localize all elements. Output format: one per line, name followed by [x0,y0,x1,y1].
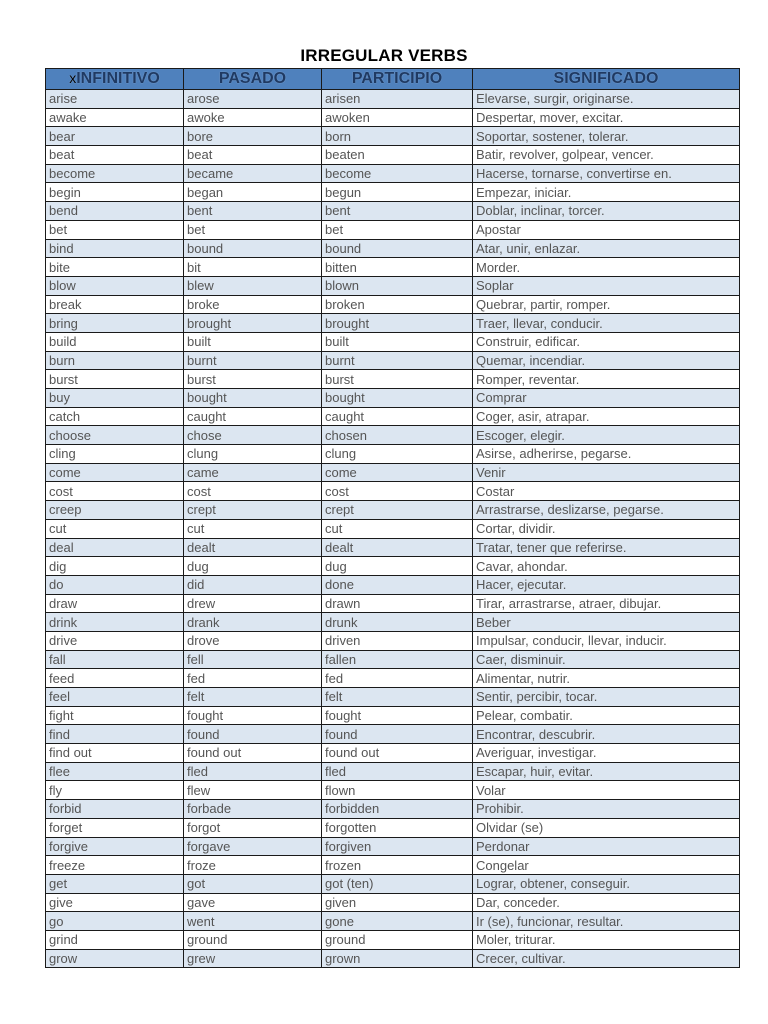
significado-cell: Arrastrarse, deslizarse, pegarse. [473,501,740,520]
table-row [46,594,740,613]
pasado-cell: fed [184,669,322,688]
pasado-cell: cut [184,519,322,538]
table-row [46,314,740,333]
pasado-cell: cost [184,482,322,501]
table-row [46,688,740,707]
participio-cell: forgotten [322,818,473,837]
participio-cell: driven [322,631,473,650]
table-row [46,239,740,258]
participio-cell: found [322,725,473,744]
participio-cell: forbidden [322,800,473,819]
table-row [46,463,740,482]
pasado-cell: froze [184,856,322,875]
participio-cell: fallen [322,650,473,669]
header-prefix-mark: x [69,70,77,86]
significado-cell: Beber [473,613,740,632]
infinitivo-cell: cling [46,445,184,464]
significado-cell: Comprar [473,389,740,408]
participio-cell: found out [322,744,473,763]
significado-cell: Congelar [473,856,740,875]
infinitivo-cell: blow [46,276,184,295]
infinitivo-cell: buy [46,389,184,408]
pasado-cell: fled [184,762,322,781]
infinitivo-cell: go [46,912,184,931]
participio-cell: born [322,127,473,146]
pasado-cell: crept [184,501,322,520]
table-row [46,295,740,314]
infinitivo-cell: forget [46,818,184,837]
infinitivo-cell: awake [46,108,184,127]
significado-cell: Pelear, combatir. [473,706,740,725]
infinitivo-cell: build [46,332,184,351]
significado-cell: Averiguar, investigar. [473,744,740,763]
participio-cell: fled [322,762,473,781]
table-row [46,949,740,968]
significado-cell: Moler, triturar. [473,930,740,949]
significado-cell: Asirse, adherirse, pegarse. [473,445,740,464]
table-row [46,837,740,856]
participio-cell: bought [322,389,473,408]
pasado-cell: forgot [184,818,322,837]
significado-cell: Batir, revolver, golpear, vencer. [473,146,740,165]
participio-cell: bent [322,202,473,221]
participio-cell: chosen [322,426,473,445]
table-row [46,874,740,893]
infinitivo-cell: feel [46,688,184,707]
infinitivo-cell: become [46,164,184,183]
significado-cell: Soplar [473,276,740,295]
participio-cell: given [322,893,473,912]
pasado-cell: grew [184,949,322,968]
participio-cell: bet [322,220,473,239]
pasado-cell: bound [184,239,322,258]
column-header-significado: SIGNIFICADO [473,69,740,90]
pasado-cell: found [184,725,322,744]
table-row [46,407,740,426]
column-header-infinitivo [46,69,184,90]
infinitivo-cell: cost [46,482,184,501]
infinitivo-cell: begin [46,183,184,202]
significado-cell: Escoger, elegir. [473,426,740,445]
significado-cell: Lograr, obtener, conseguir. [473,874,740,893]
infinitivo-cell: come [46,463,184,482]
participio-cell: bound [322,239,473,258]
participio-cell: drunk [322,613,473,632]
significado-cell: Soportar, sostener, tolerar. [473,127,740,146]
table-row [46,912,740,931]
table-row [46,426,740,445]
infinitivo-cell: do [46,575,184,594]
significado-cell: Atar, unir, enlazar. [473,239,740,258]
table-row [46,183,740,202]
pasado-cell: dug [184,557,322,576]
participio-cell: crept [322,501,473,520]
significado-cell: Empezar, iniciar. [473,183,740,202]
infinitivo-cell: drink [46,613,184,632]
table-row [46,90,740,109]
infinitivo-cell: bite [46,258,184,277]
table-row [46,258,740,277]
significado-cell: Morder. [473,258,740,277]
pasado-cell: forgave [184,837,322,856]
infinitivo-cell: catch [46,407,184,426]
pasado-cell: drove [184,631,322,650]
pasado-cell: fought [184,706,322,725]
significado-cell: Quemar, incendiar. [473,351,740,370]
table-row [46,781,740,800]
significado-cell: Perdonar [473,837,740,856]
infinitivo-cell: beat [46,146,184,165]
table-row [46,482,740,501]
significado-cell: Hacerse, tornarse, convertirse en. [473,164,740,183]
participio-cell: done [322,575,473,594]
infinitivo-cell: feed [46,669,184,688]
infinitivo-cell: get [46,874,184,893]
table-row [46,538,740,557]
pasado-cell: flew [184,781,322,800]
participio-cell: bitten [322,258,473,277]
pasado-cell: caught [184,407,322,426]
pasado-cell: broke [184,295,322,314]
participio-cell: become [322,164,473,183]
pasado-cell: went [184,912,322,931]
significado-cell: Quebrar, partir, romper. [473,295,740,314]
participio-cell: caught [322,407,473,426]
infinitivo-cell: bear [46,127,184,146]
infinitivo-cell: forbid [46,800,184,819]
participio-cell: grown [322,949,473,968]
participio-cell: dug [322,557,473,576]
infinitivo-cell: dig [46,557,184,576]
significado-cell: Ir (se), funcionar, resultar. [473,912,740,931]
table-row [46,706,740,725]
participio-cell: burst [322,370,473,389]
participio-cell: frozen [322,856,473,875]
pasado-cell: came [184,463,322,482]
significado-cell: Crecer, cultivar. [473,949,740,968]
infinitivo-cell: creep [46,501,184,520]
infinitivo-cell: grow [46,949,184,968]
pasado-cell: drew [184,594,322,613]
table-row [46,762,740,781]
infinitivo-cell: choose [46,426,184,445]
table-row [46,893,740,912]
pasado-cell: built [184,332,322,351]
table-row [46,445,740,464]
significado-cell: Elevarse, surgir, originarse. [473,90,740,109]
table-row [46,744,740,763]
pasado-cell: did [184,575,322,594]
infinitivo-cell: arise [46,90,184,109]
table-row [46,930,740,949]
table-row [46,351,740,370]
participio-cell: fought [322,706,473,725]
significado-cell: Encontrar, descubrir. [473,725,740,744]
infinitivo-cell: bind [46,239,184,258]
significado-cell: Cortar, dividir. [473,519,740,538]
page-title: IRREGULAR VERBS [300,46,468,65]
table-row [46,370,740,389]
infinitivo-cell: burn [46,351,184,370]
significado-cell: Traer, llevar, conducir. [473,314,740,333]
infinitivo-cell: grind [46,930,184,949]
table-row [46,725,740,744]
pasado-cell: bit [184,258,322,277]
participio-cell: flown [322,781,473,800]
pasado-cell: clung [184,445,322,464]
pasado-cell: bet [184,220,322,239]
table-row [46,800,740,819]
column-header-pasado: PASADO [184,69,322,90]
table-row [46,389,740,408]
infinitivo-cell: give [46,893,184,912]
header-infinitivo-label: INFINITIVO [76,70,160,87]
participio-cell: blown [322,276,473,295]
participio-cell: come [322,463,473,482]
table-row [46,519,740,538]
participio-cell: begun [322,183,473,202]
pasado-cell: dealt [184,538,322,557]
participio-cell: cut [322,519,473,538]
pasado-cell: ground [184,930,322,949]
infinitivo-cell: find out [46,744,184,763]
table-row [46,631,740,650]
infinitivo-cell: bend [46,202,184,221]
significado-cell: Olvidar (se) [473,818,740,837]
pasado-cell: found out [184,744,322,763]
infinitivo-cell: deal [46,538,184,557]
pasado-cell: bent [184,202,322,221]
infinitivo-cell: break [46,295,184,314]
significado-cell: Volar [473,781,740,800]
irregular-verbs-table [45,68,740,968]
significado-cell: Impulsar, conducir, llevar, inducir. [473,631,740,650]
table-row [46,146,740,165]
table-row [46,276,740,295]
participio-cell: ground [322,930,473,949]
significado-cell: Apostar [473,220,740,239]
column-header-participio: PARTICIPIO [322,69,473,90]
table-row [46,575,740,594]
significado-cell: Romper, reventar. [473,370,740,389]
participio-cell: built [322,332,473,351]
participio-cell: forgiven [322,837,473,856]
participio-cell: beaten [322,146,473,165]
pasado-cell: felt [184,688,322,707]
table-body [46,90,740,968]
infinitivo-cell: fly [46,781,184,800]
table-header [46,69,740,90]
table-row [46,856,740,875]
significado-cell: Caer, disminuir. [473,650,740,669]
significado-cell: Tratar, tener que referirse. [473,538,740,557]
participio-cell: arisen [322,90,473,109]
significado-cell: Tirar, arrastrarse, atraer, dibujar. [473,594,740,613]
pasado-cell: fell [184,650,322,669]
significado-cell: Prohibir. [473,800,740,819]
pasado-cell: arose [184,90,322,109]
infinitivo-cell: fight [46,706,184,725]
significado-cell: Coger, asir, atrapar. [473,407,740,426]
infinitivo-cell: find [46,725,184,744]
significado-cell: Costar [473,482,740,501]
participio-cell: dealt [322,538,473,557]
significado-cell: Cavar, ahondar. [473,557,740,576]
infinitivo-cell: cut [46,519,184,538]
table-row [46,669,740,688]
infinitivo-cell: burst [46,370,184,389]
significado-cell: Sentir, percibir, tocar. [473,688,740,707]
header-row [46,69,740,90]
table-row [46,818,740,837]
pasado-cell: got [184,874,322,893]
infinitivo-cell: draw [46,594,184,613]
infinitivo-cell: bring [46,314,184,333]
participio-cell: drawn [322,594,473,613]
pasado-cell: drank [184,613,322,632]
infinitivo-cell: flee [46,762,184,781]
participio-cell: got (ten) [322,874,473,893]
pasado-cell: forbade [184,800,322,819]
pasado-cell: awoke [184,108,322,127]
table-row [46,332,740,351]
significado-cell: Doblar, inclinar, torcer. [473,202,740,221]
participio-cell: broken [322,295,473,314]
table-row [46,613,740,632]
significado-cell: Hacer, ejecutar. [473,575,740,594]
pasado-cell: blew [184,276,322,295]
pasado-cell: began [184,183,322,202]
infinitivo-cell: bet [46,220,184,239]
significado-cell: Dar, conceder. [473,893,740,912]
participio-cell: gone [322,912,473,931]
participio-cell: brought [322,314,473,333]
infinitivo-cell: freeze [46,856,184,875]
table-row [46,650,740,669]
pasado-cell: brought [184,314,322,333]
participio-cell: cost [322,482,473,501]
infinitivo-cell: fall [46,650,184,669]
pasado-cell: chose [184,426,322,445]
pasado-cell: beat [184,146,322,165]
pasado-cell: bore [184,127,322,146]
significado-cell: Despertar, mover, excitar. [473,108,740,127]
infinitivo-cell: drive [46,631,184,650]
significado-cell: Escapar, huir, evitar. [473,762,740,781]
significado-cell: Alimentar, nutrir. [473,669,740,688]
pasado-cell: bought [184,389,322,408]
pasado-cell: gave [184,893,322,912]
table-row [46,501,740,520]
participio-cell: awoken [322,108,473,127]
participio-cell: burnt [322,351,473,370]
table-row [46,108,740,127]
table-row [46,202,740,221]
participio-cell: clung [322,445,473,464]
table-row [46,557,740,576]
table-row [46,220,740,239]
significado-cell: Construir, edificar. [473,332,740,351]
significado-cell: Venir [473,463,740,482]
table-row [46,164,740,183]
pasado-cell: burst [184,370,322,389]
pasado-cell: became [184,164,322,183]
participio-cell: felt [322,688,473,707]
table-row [46,127,740,146]
pasado-cell: burnt [184,351,322,370]
infinitivo-cell: forgive [46,837,184,856]
participio-cell: fed [322,669,473,688]
